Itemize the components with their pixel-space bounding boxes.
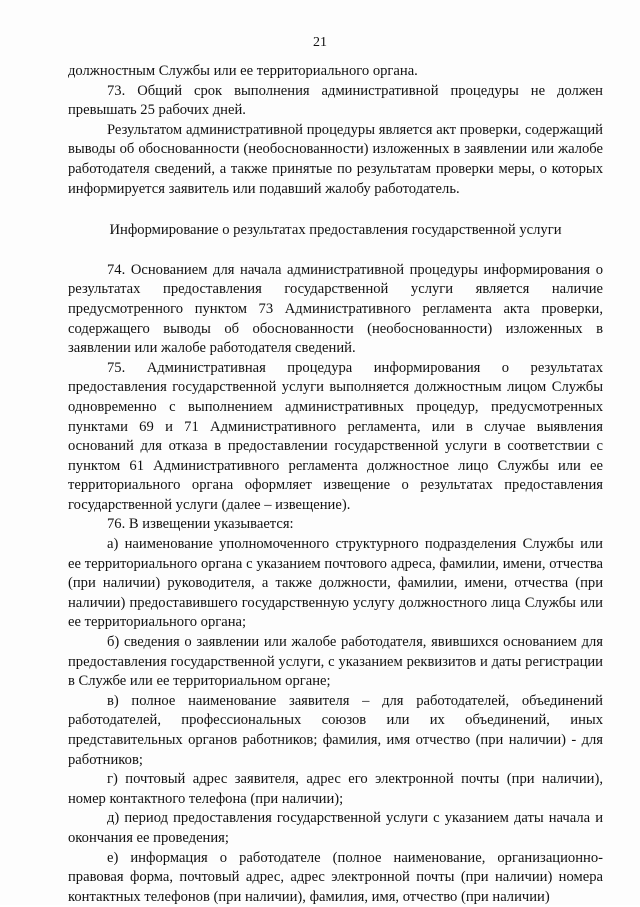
list-item: а) наименование уполномоченного структурного подразделения Службы или ее территориального органа с указанием почтового адреса, фамилии, имени, отчества (при наличии) руководителя, а также должности, фамилии, имени, отчества (при наличии) предоставившего государственную услугу должностного лица Службы или ее территориального органа; — [68, 536, 603, 631]
paragraph: 74. Основанием для начала административной процедуры информирования о результатах предоставления государственной услуги является наличие предусмотренного пунктом 73 Административного регламента акта проверки, содержащего выводы об обоснованности (необоснованности) изложенных в заявлении или жалобе работодателя сведений. — [68, 261, 603, 357]
paragraph: 76. В извещении указывается: — [107, 516, 294, 533]
paragraph: должностным Службы или ее территориального органа. — [68, 63, 418, 79]
list-item: в) полное наименование заявителя – для работодателей, объединений работодателей, профессиональных союзов или их объединений, иных представительных органов работников; фамилия, имя отчество (при наличии) - для работников; — [68, 692, 603, 768]
list-item: г) почтовый адрес заявителя, адрес его электронной почты (при наличии), номер контактного телефона (при наличии); — [68, 771, 603, 807]
document-body — [68, 62, 603, 907]
list-item: е) информация о работодателе (полное наименование, организационно-правовая форма, почтовый адрес, адрес электронной почты (при наличии) номера контактных телефонов (при наличии), фамилия, имя, отчество (при наличии) — [68, 849, 603, 905]
paragraph: Результатом административной процедуры является акт проверки, содержащий выводы об обоснованности (необоснованности) изложенных в заявлении или жалобе работодателя сведений, а также принятые по результатам проверки меры, о которых информируется заявитель или подавший жалобу работодатель. — [68, 121, 603, 197]
page-number: 21 — [313, 35, 327, 50]
paragraph: 73. Общий срок выполнения административной процедуры не должен превышать 25 рабочих дней. — [68, 82, 603, 119]
paragraph: 75. Административная процедура информирования о результатах предоставления государственной услуги выполняется должностным лицом Службы одновременно с выполнением административных процедур, предусмотренных пунктами 69 и 71 Административного регламента, или в случае выявления оснований для отказа в предоставлении государственной услуги в соответствии с пунктом 61 Административного регламента должностное лицо Службы или ее территориального органа оформляет извещение о результатах предоставления государственной услуги (далее – извещение). — [68, 359, 603, 513]
list-item: д) период предоставления государственной услуги с указанием даты начала и окончания ее проведения; — [68, 810, 603, 846]
list-item: б) сведения о заявлении или жалобе работодателя, явившихся основанием для предоставления государственной услуги, с указанием реквизитов и даты регистрации в Службе или ее территориальном органе; — [68, 634, 603, 690]
section-heading: Информирование о результатах предоставления государственной услуги — [109, 222, 562, 239]
